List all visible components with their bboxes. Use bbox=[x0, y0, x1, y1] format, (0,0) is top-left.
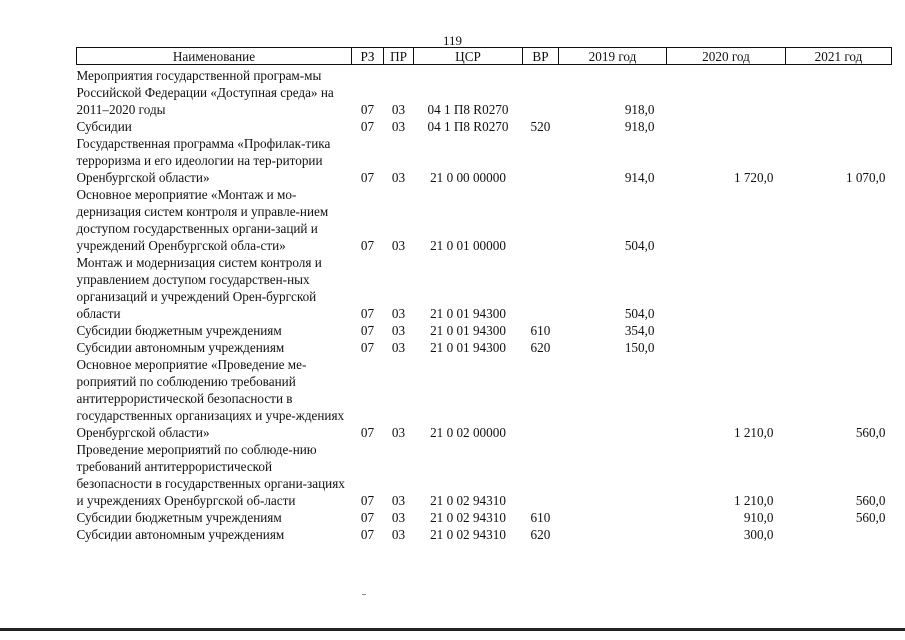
header-rz: РЗ bbox=[352, 48, 384, 65]
row-2021 bbox=[786, 526, 892, 543]
row-vr: 610 bbox=[530, 510, 551, 525]
table-header bbox=[77, 48, 892, 65]
row-2019: 918,0 bbox=[624, 119, 655, 134]
row-name: Субсидии bbox=[76, 119, 132, 134]
row-csr: 21 0 01 94300 bbox=[430, 323, 506, 338]
row-2019: 918,0 bbox=[624, 102, 655, 117]
row-name: Основное мероприятие «Монтаж и мо-дернизация систем контроля и управле-нием доступом государственных органи-заций и учреждений Оренбургской обла-сти» bbox=[76, 187, 329, 253]
row-pr: 03 bbox=[391, 102, 406, 117]
row-vr bbox=[523, 65, 559, 119]
row-2020: 1 210,0 bbox=[733, 425, 774, 440]
row-csr: 21 0 02 00000 bbox=[430, 425, 506, 440]
row-vr: 610 bbox=[530, 323, 551, 338]
scan-speck bbox=[362, 594, 366, 595]
row-csr: 21 0 01 94300 bbox=[430, 306, 506, 321]
row-2020 bbox=[667, 65, 786, 119]
row-2021: 1 070,0 bbox=[845, 170, 886, 185]
row-2020 bbox=[667, 322, 786, 339]
row-2021 bbox=[786, 186, 892, 254]
row-pr: 03 bbox=[391, 493, 406, 508]
row-2019: 504,0 bbox=[624, 238, 655, 253]
row-2019: 354,0 bbox=[624, 323, 655, 338]
row-2019 bbox=[559, 509, 667, 526]
row-csr: 04 1 П8 R0270 bbox=[427, 102, 509, 117]
row-name: Субсидии автономным учреждениям bbox=[76, 527, 285, 542]
row-rz: 07 bbox=[360, 306, 375, 321]
header-pr: ПР bbox=[384, 48, 414, 65]
header-csr: ЦСР bbox=[414, 48, 523, 65]
row-rz: 07 bbox=[360, 493, 375, 508]
row-name: Субсидии бюджетным учреждениям bbox=[76, 510, 282, 525]
row-2020 bbox=[667, 186, 786, 254]
row-name: Субсидии бюджетным учреждениям bbox=[76, 323, 282, 338]
row-vr: 620 bbox=[530, 527, 551, 542]
table-body bbox=[77, 65, 892, 544]
row-name: Основное мероприятие «Проведение ме-роприятий по соблюдению требований антитеррористической безопасности в государственных организациях и учре-ждениях Оренбургской области» bbox=[76, 357, 345, 440]
row-2019 bbox=[559, 356, 667, 441]
row-rz: 07 bbox=[360, 340, 375, 355]
header-name: Наименование bbox=[77, 48, 352, 65]
row-rz: 07 bbox=[360, 119, 375, 134]
row-csr: 04 1 П8 R0270 bbox=[427, 119, 509, 134]
row-pr: 03 bbox=[391, 119, 406, 134]
row-2021 bbox=[786, 65, 892, 119]
row-2020 bbox=[667, 339, 786, 356]
row-pr: 03 bbox=[391, 340, 406, 355]
row-2021: 560,0 bbox=[855, 493, 886, 508]
row-vr bbox=[523, 254, 559, 322]
row-rz: 07 bbox=[360, 170, 375, 185]
row-csr: 21 0 02 94310 bbox=[430, 527, 506, 542]
row-csr: 21 0 00 00000 bbox=[430, 170, 506, 185]
row-csr: 21 0 02 94310 bbox=[430, 510, 506, 525]
row-2020: 910,0 bbox=[743, 510, 774, 525]
row-name: Субсидии автономным учреждениям bbox=[76, 340, 285, 355]
table-row bbox=[77, 356, 892, 441]
row-2020 bbox=[667, 254, 786, 322]
row-vr bbox=[523, 356, 559, 441]
row-2021: 560,0 bbox=[855, 425, 886, 440]
row-pr: 03 bbox=[391, 425, 406, 440]
row-pr: 03 bbox=[391, 323, 406, 338]
row-name: Мероприятия государственной програм-мы Российской Федерации «Доступная среда» на 2011–2020 годы bbox=[76, 68, 334, 117]
header-vr: ВР bbox=[523, 48, 559, 65]
row-vr: 520 bbox=[530, 119, 551, 134]
row-2020 bbox=[667, 118, 786, 135]
table-row bbox=[77, 509, 892, 526]
row-name: Монтаж и модернизация систем контроля и управлением доступом государствен-ных организаций и учреждений Орен-бургской области bbox=[76, 255, 322, 321]
header-2021: 2021 год bbox=[786, 48, 892, 65]
row-vr: 620 bbox=[530, 340, 551, 355]
row-rz: 07 bbox=[360, 102, 375, 117]
header-2020: 2020 год bbox=[667, 48, 786, 65]
row-pr: 03 bbox=[391, 238, 406, 253]
row-2020: 300,0 bbox=[743, 527, 774, 542]
table-row bbox=[77, 135, 892, 186]
row-2019 bbox=[559, 526, 667, 543]
row-rz: 07 bbox=[360, 238, 375, 253]
row-2021 bbox=[786, 339, 892, 356]
table-row bbox=[77, 322, 892, 339]
row-pr: 03 bbox=[391, 170, 406, 185]
row-vr bbox=[523, 441, 559, 509]
row-rz: 07 bbox=[360, 527, 375, 542]
table-row bbox=[77, 118, 892, 135]
row-2019: 150,0 bbox=[624, 340, 655, 355]
table-row bbox=[77, 186, 892, 254]
row-csr: 21 0 01 94300 bbox=[430, 340, 506, 355]
row-name: Государственная программа «Профилак-тика терроризма и его идеологии на тер-ритории Оренбургской области» bbox=[76, 136, 331, 185]
row-csr: 21 0 01 00000 bbox=[430, 238, 506, 253]
row-2021 bbox=[786, 322, 892, 339]
row-csr: 21 0 02 94310 bbox=[430, 493, 506, 508]
row-pr: 03 bbox=[391, 306, 406, 321]
table-row bbox=[77, 65, 892, 119]
row-pr: 03 bbox=[391, 510, 406, 525]
table-row bbox=[77, 339, 892, 356]
table-row bbox=[77, 254, 892, 322]
row-2021: 560,0 bbox=[855, 510, 886, 525]
header-2019: 2019 год bbox=[559, 48, 667, 65]
budget-table bbox=[76, 47, 892, 543]
row-2019: 504,0 bbox=[624, 306, 655, 321]
row-2020: 1 210,0 bbox=[733, 493, 774, 508]
row-pr: 03 bbox=[391, 527, 406, 542]
row-name: Проведение мероприятий по соблюде-нию требований антитеррористической безопасности в государственных органи-зациях и учреждениях Оренбургской об-ласти bbox=[76, 442, 345, 508]
row-2021 bbox=[786, 254, 892, 322]
row-2019 bbox=[559, 441, 667, 509]
row-2020: 1 720,0 bbox=[733, 170, 774, 185]
row-rz: 07 bbox=[360, 425, 375, 440]
row-2021 bbox=[786, 118, 892, 135]
row-rz: 07 bbox=[360, 510, 375, 525]
row-vr bbox=[523, 135, 559, 186]
row-rz: 07 bbox=[360, 323, 375, 338]
row-2019: 914,0 bbox=[624, 170, 655, 185]
page-number: 119 bbox=[442, 33, 463, 48]
row-vr bbox=[523, 186, 559, 254]
page-bottom-edge bbox=[0, 628, 905, 631]
table-row bbox=[77, 526, 892, 543]
table-row bbox=[77, 441, 892, 509]
